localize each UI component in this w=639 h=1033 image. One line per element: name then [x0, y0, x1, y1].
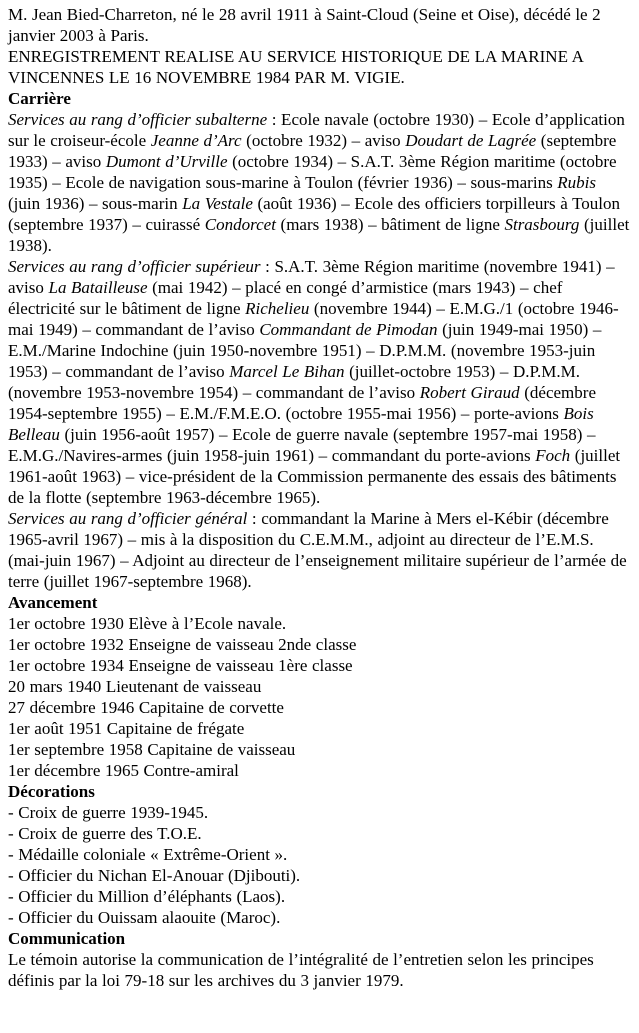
text-segment: (juin 1949-mai 1950) – E.M./Marine Indochine (juin 1950-novembre 1951) – D.P.M.M. (novembre 1953-juin 1953) – commandant de l’aviso [8, 320, 602, 381]
text-segment: (juillet-octobre 1953) – D.P.M.M. (novembre 1953-novembre 1954) – commandant de l’aviso [8, 362, 581, 402]
avancement-item [8, 697, 631, 718]
italic-text-segment: La Batailleuse [48, 278, 148, 297]
section-heading-decorations [8, 781, 631, 802]
intro-paragraph [8, 4, 631, 46]
italic-text-segment: Commandant de Pimodan [259, 320, 438, 339]
text-segment: (juillet 1961-août 1963) – vice-président de la Commission permanente des essais des bâtiments de la flotte (septembre 1963-décembre 1965). [8, 446, 621, 507]
italic-text-segment: Strasbourg [504, 215, 580, 234]
avancement-item [8, 613, 631, 634]
italic-text-segment: Condorcet [204, 215, 276, 234]
decoration-item [8, 907, 631, 928]
carriere-officier-general [8, 508, 631, 592]
text-segment: 1er octobre 1930 Elève à l’Ecole navale. [8, 614, 287, 633]
text-segment: Décorations [8, 782, 95, 801]
avancement-item [8, 676, 631, 697]
italic-text-segment: Dumont d’Urville [105, 152, 228, 171]
italic-text-segment: Services au rang d’officier général [8, 509, 248, 528]
text-segment: : Ecole navale (octobre 1930) – Ecole d’application sur le croiseur-école [8, 110, 625, 150]
text-segment: (juin 1936) – sous-marin [8, 194, 183, 213]
text-segment: - Médaille coloniale « Extrême-Orient ». [8, 845, 288, 864]
avancement-item [8, 760, 631, 781]
text-segment: (août 1936) – Ecole des officiers torpilleurs à Toulon (septembre 1937) – cuirassé [8, 194, 621, 234]
text-segment: (septembre 1933) – aviso [8, 131, 617, 171]
communication-paragraph [8, 949, 631, 991]
text-segment: : S.A.T. 3ème Région maritime (novembre 1941) – aviso [8, 257, 615, 297]
text-segment: (décembre 1954-septembre 1955) – E.M./F.M.E.O. (octobre 1955-mai 1956) – porte-avions [8, 383, 596, 423]
italic-text-segment: Richelieu [245, 299, 310, 318]
text-segment: Le témoin autorise la communication de l’intégralité de l’entretien selon les principes définis par la loi 79-18 sur les archives du 3 janvier 1979. [8, 950, 594, 990]
italic-text-segment: Services au rang d’officier subalterne [8, 110, 268, 129]
text-segment: (juillet 1938). [8, 215, 630, 255]
avancement-item [8, 634, 631, 655]
text-segment: ENREGISTREMENT REALISE AU SERVICE HISTORIQUE DE LA MARINE A VINCENNES LE 16 NOVEMBRE 1984 PAR M. VIGIE. [8, 47, 583, 87]
italic-text-segment: Bois Belleau [8, 404, 594, 444]
avancement-item [8, 718, 631, 739]
section-heading-communication [8, 928, 631, 949]
text-segment: 1er décembre 1965 Contre-amiral [8, 761, 239, 780]
text-segment: 20 mars 1940 Lieutenant de vaisseau [8, 677, 262, 696]
decoration-item [8, 823, 631, 844]
text-segment: - Officier du Million d’éléphants (Laos). [8, 887, 286, 906]
italic-text-segment: Doudart de Lagrée [405, 131, 537, 150]
text-segment: : commandant la Marine à Mers el-Kébir (décembre 1965-avril 1967) – mis à la disposition du C.E.M.M., adjoint au directeur de l’E.M.S. (mai-juin 1967) – Adjoint au directeur de l’enseignement militaire supérieur de l’armée de terre (juillet 1967-septembre 1968). [8, 509, 627, 591]
italic-text-segment: Services au rang d’officier supérieur [8, 257, 261, 276]
avancement-item [8, 739, 631, 760]
text-segment: (octobre 1934) – S.A.T. 3ème Région maritime (octobre 1935) – Ecole de navigation sous-marine à Toulon (février 1936) – sous-marins [8, 152, 617, 192]
italic-text-segment: Marcel Le Bihan [229, 362, 345, 381]
carriere-officier-superieur [8, 256, 631, 508]
text-segment: (novembre 1944) – E.M.G./1 (octobre 1946-mai 1949) – commandant de l’aviso [8, 299, 619, 339]
text-segment: 1er octobre 1932 Enseigne de vaisseau 2nde classe [8, 635, 357, 654]
decoration-item [8, 886, 631, 907]
text-segment: Avancement [8, 593, 98, 612]
italic-text-segment: Jeanne d’Arc [150, 131, 242, 150]
italic-text-segment: La Vestale [182, 194, 253, 213]
text-segment: Communication [8, 929, 126, 948]
text-segment: - Croix de guerre 1939-1945. [8, 803, 209, 822]
text-segment: 27 décembre 1946 Capitaine de corvette [8, 698, 284, 717]
italic-text-segment: Foch [535, 446, 571, 465]
text-segment: (mai 1942) – placé en congé d’armistice (mars 1943) – chef électricité sur le bâtiment de ligne [8, 278, 563, 318]
avancement-item [8, 655, 631, 676]
text-segment: - Croix de guerre des T.O.E. [8, 824, 202, 843]
text-segment: (mars 1938) – bâtiment de ligne [275, 215, 505, 234]
text-segment: - Officier du Nichan El-Anouar (Djibouti). [8, 866, 301, 885]
text-segment: M. Jean Bied-Charreton, né le 28 avril 1911 à Saint-Cloud (Seine et Oise), décédé le 2 janvier 2003 à Paris. [8, 5, 601, 45]
decoration-item [8, 865, 631, 886]
text-segment: (juin 1956-août 1957) – Ecole de guerre navale (septembre 1957-mai 1958) – E.M.G./Navires-armes (juin 1958-juin 1961) – commandant du porte-avions [8, 425, 596, 465]
registration-paragraph [8, 46, 631, 88]
text-segment: Carrière [8, 89, 71, 108]
text-segment: 1er octobre 1934 Enseigne de vaisseau 1ère classe [8, 656, 353, 675]
decoration-item [8, 844, 631, 865]
section-heading-carriere [8, 88, 631, 109]
text-segment: 1er août 1951 Capitaine de frégate [8, 719, 245, 738]
text-segment: - Officier du Ouissam alaouite (Maroc). [8, 908, 281, 927]
italic-text-segment: Robert Giraud [419, 383, 520, 402]
italic-text-segment: Rubis [557, 173, 597, 192]
carriere-officier-subalterne [8, 109, 631, 256]
text-segment: 1er septembre 1958 Capitaine de vaisseau [8, 740, 296, 759]
decoration-item [8, 802, 631, 823]
section-heading-avancement [8, 592, 631, 613]
text-segment: (octobre 1932) – aviso [241, 131, 406, 150]
